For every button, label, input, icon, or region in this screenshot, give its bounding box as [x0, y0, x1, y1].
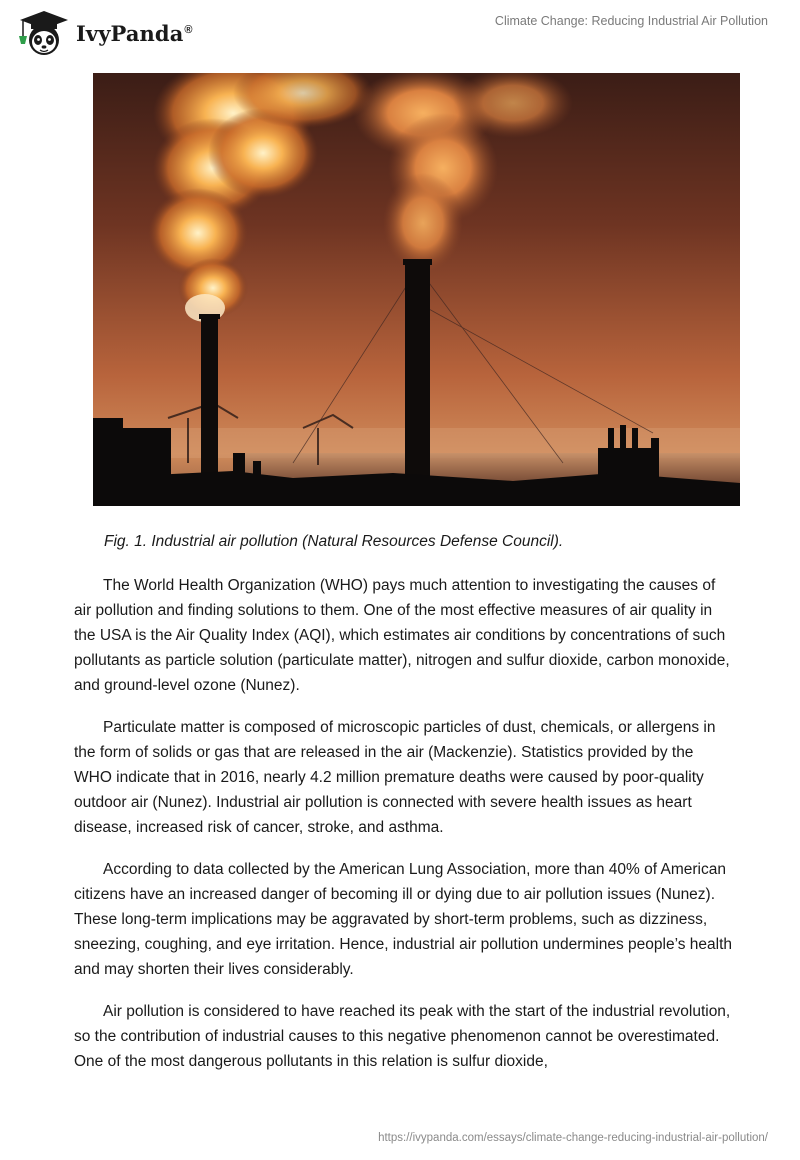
panda-graduate-icon: [14, 8, 72, 58]
registered-mark: ®: [184, 23, 193, 36]
industrial-pollution-photo: [93, 73, 740, 506]
figure-caption: Fig. 1. Industrial air pollution (Natural Resources Defense Council).: [104, 533, 564, 550]
paragraph: The World Health Organization (WHO) pays much attention to investigating the causes of air pollution and finding solutions to them. One of the most effective measures of air quality in the USA is the Air Quality Index (AQI), which estimates air conditions by concentrations of such pollutants as particle solution (particulate matter), nitrogen and sulfur dioxide, carbon monoxide, and ground-level ozone (Nunez).: [74, 577, 730, 694]
page-header: [0, 0, 800, 64]
document-title: Climate Change: Reducing Industrial Air Pollution: [494, 14, 768, 28]
smokestacks-illustration: [93, 73, 740, 506]
source-url-link[interactable]: https://ivypanda.com/essays/climate-change-reducing-industrial-air-pollution/: [378, 1132, 768, 1144]
ivypanda-logo[interactable]: [14, 8, 193, 58]
paragraph: Particulate matter is composed of microscopic particles of dust, chemicals, or allergens in the form of solids or gas that are released in the air (Mackenzie). Statistics provided by the WHO indicate that in 2016, nearly 4.2 million premature deaths were caused by poor-quality outdoor air (Nunez). Industrial air pollution is connected with severe health issues as heart disease, increased risk of cancer, stroke, and asthma.: [74, 719, 716, 836]
essay-body: [74, 573, 734, 1091]
paragraph: Air pollution is considered to have reached its peak with the start of the industrial revolution, so the contribution of industrial causes to this negative phenomenon cannot be overestimated. One of the most dangerous pollutants in this relation is sulfur dioxide,: [74, 1003, 731, 1070]
brand-name: IvyPanda®: [76, 20, 193, 46]
paragraph: According to data collected by the American Lung Association, more than 40% of American citizens have an increased danger of becoming ill or dying due to air pollution issues (Nunez). These long-term implications may be aggravated by short-term problems, such as dizziness, sneezing, coughing, and eye irritation. Hence, industrial air pollution undermines people’s health and may shorten their lives considerably.: [74, 861, 733, 978]
